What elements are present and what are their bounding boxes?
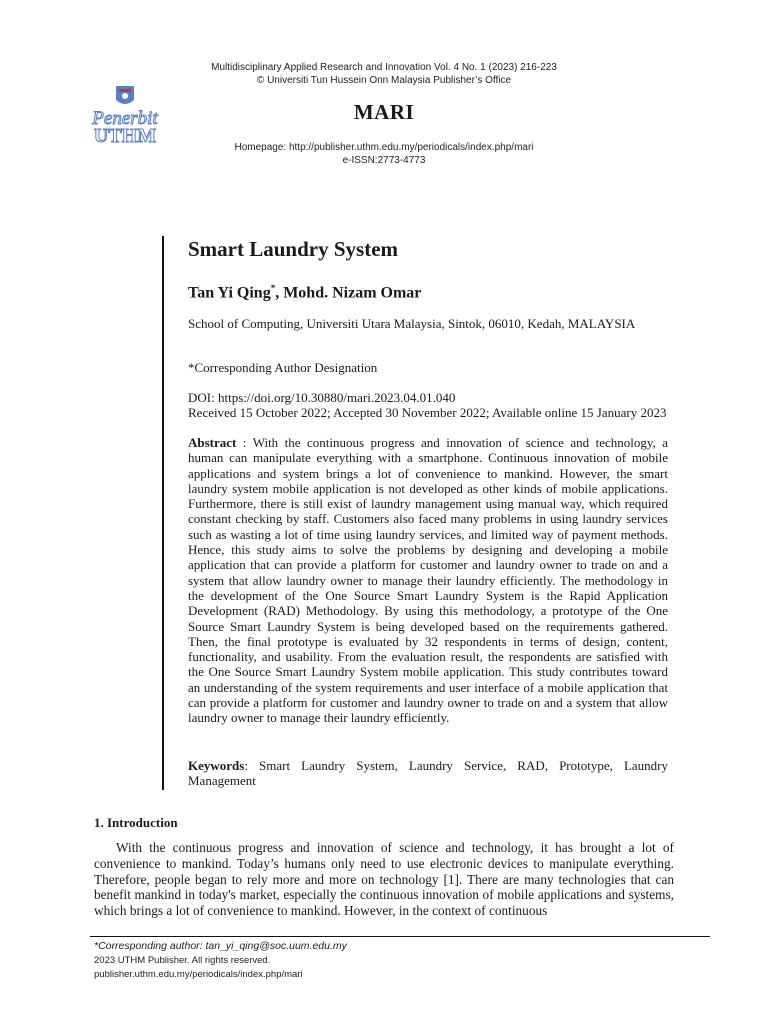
footer-copyright: 2023 UTHM Publisher. All rights reserved. bbox=[94, 955, 271, 966]
author-1: Tan Yi Qing bbox=[188, 284, 271, 302]
logo-text-uthm: UTHM bbox=[93, 125, 157, 146]
article-title: Smart Laundry System bbox=[188, 237, 399, 261]
corresponding-note: *Corresponding Author Designation bbox=[188, 360, 378, 375]
publication-dates: Received 15 October 2022; Accepted 30 November 2022; Available online 15 January 2023 bbox=[188, 405, 667, 420]
keywords-label: Keywords bbox=[188, 758, 245, 773]
journal-citation: Multidisciplinary Applied Research and Innovation Vol. 4 No. 1 (2023) 216-223 bbox=[211, 62, 557, 73]
abstract-text: : With the continuous progress and innovation of science and technology, a human can manipulate everything with a smartphone. Continuous innovation of mobile applications and system brings a lot of convenience to mankind. However, the smart laundry system mobile application is not developed as other kinds of mobile applications. Furthermore, there is still exist of laundry management using manual way, which required constant checking by staff. Customers also faced many problems in using laundry services such as wasting a lot of time using laundry services, and limited way of payment methods. Hence, this study aims to solve the problems by designing and developing a mobile application that can provide a platform for customer and laundry owner to trade on and a system that allow laundry owner to manage their laundry efficiently. The methodology in the development of the One Source Smart Laundry System is the Rapid Application Development (RAD) Methodology. By using this methodology, a prototype of the One Source Smart Laundry System is being developed based on the requirements gathered. Then, the final prototype is evaluated by 32 respondents in terms of design, content, functionality, and usability. From the evaluation result, the respondents are satisfied with the One Source Smart Laundry System mobile application. This study contributes toward an understanding of the system requirements and user interface of a mobile application that can provide a platform for customer and laundry owner to trade on and a system that allow laundry owner to manage their laundry efficiently. bbox=[188, 435, 668, 726]
affiliation: School of Computing, Universiti Utara Malaysia, Sintok, 06010, Kedah, MALAYSIA bbox=[188, 316, 636, 331]
publisher-copyright: © Universiti Tun Hussein Onn Malaysia Publisher’s Office bbox=[256, 75, 512, 86]
keywords-text: : Smart Laundry System, Laundry Service, RAD, Prototype, Laundry Management bbox=[188, 758, 668, 789]
footer-corresponding-author[interactable]: *Corresponding author: tan_yi_qing@soc.uum.edu.my bbox=[94, 940, 347, 952]
abstract-label: Abstract bbox=[188, 435, 237, 450]
journal-name: MARI bbox=[353, 100, 415, 124]
doi-link[interactable]: DOI: https://doi.org/10.30880/mari.2023.04.01.040 bbox=[188, 390, 456, 405]
corresponding-mark: * bbox=[270, 283, 276, 293]
journal-homepage: Homepage: http://publisher.uthm.edu.my/periodicals/index.php/mari bbox=[234, 142, 534, 153]
front-matter bbox=[162, 236, 671, 790]
author-list bbox=[188, 281, 668, 301]
author-rest: , Mohd. Nizam Omar bbox=[275, 284, 422, 302]
introduction-paragraph: With the continuous progress and innovation of science and technology, it has brought a lot of convenience to mankind. Today’s humans only need to use electronic devices to manipulate everything. Therefore, people began to rely more and more on technology [1]. There are many technologies that can benefit mankind in today's market, especially the continuous innovation of mobile applications and systems, which brings a lot of convenience to mankind. However, in the context of continuous bbox=[94, 840, 674, 919]
section-heading-introduction: 1. Introduction bbox=[94, 815, 178, 830]
logo-text-penerbit: Penerbit bbox=[92, 108, 158, 129]
journal-eissn: e-ISSN:2773-4773 bbox=[342, 155, 426, 166]
keywords bbox=[188, 758, 668, 789]
abstract bbox=[188, 435, 668, 726]
footer-divider bbox=[90, 936, 710, 937]
footer-url[interactable]: publisher.uthm.edu.my/periodicals/index.php/mari bbox=[94, 969, 303, 980]
